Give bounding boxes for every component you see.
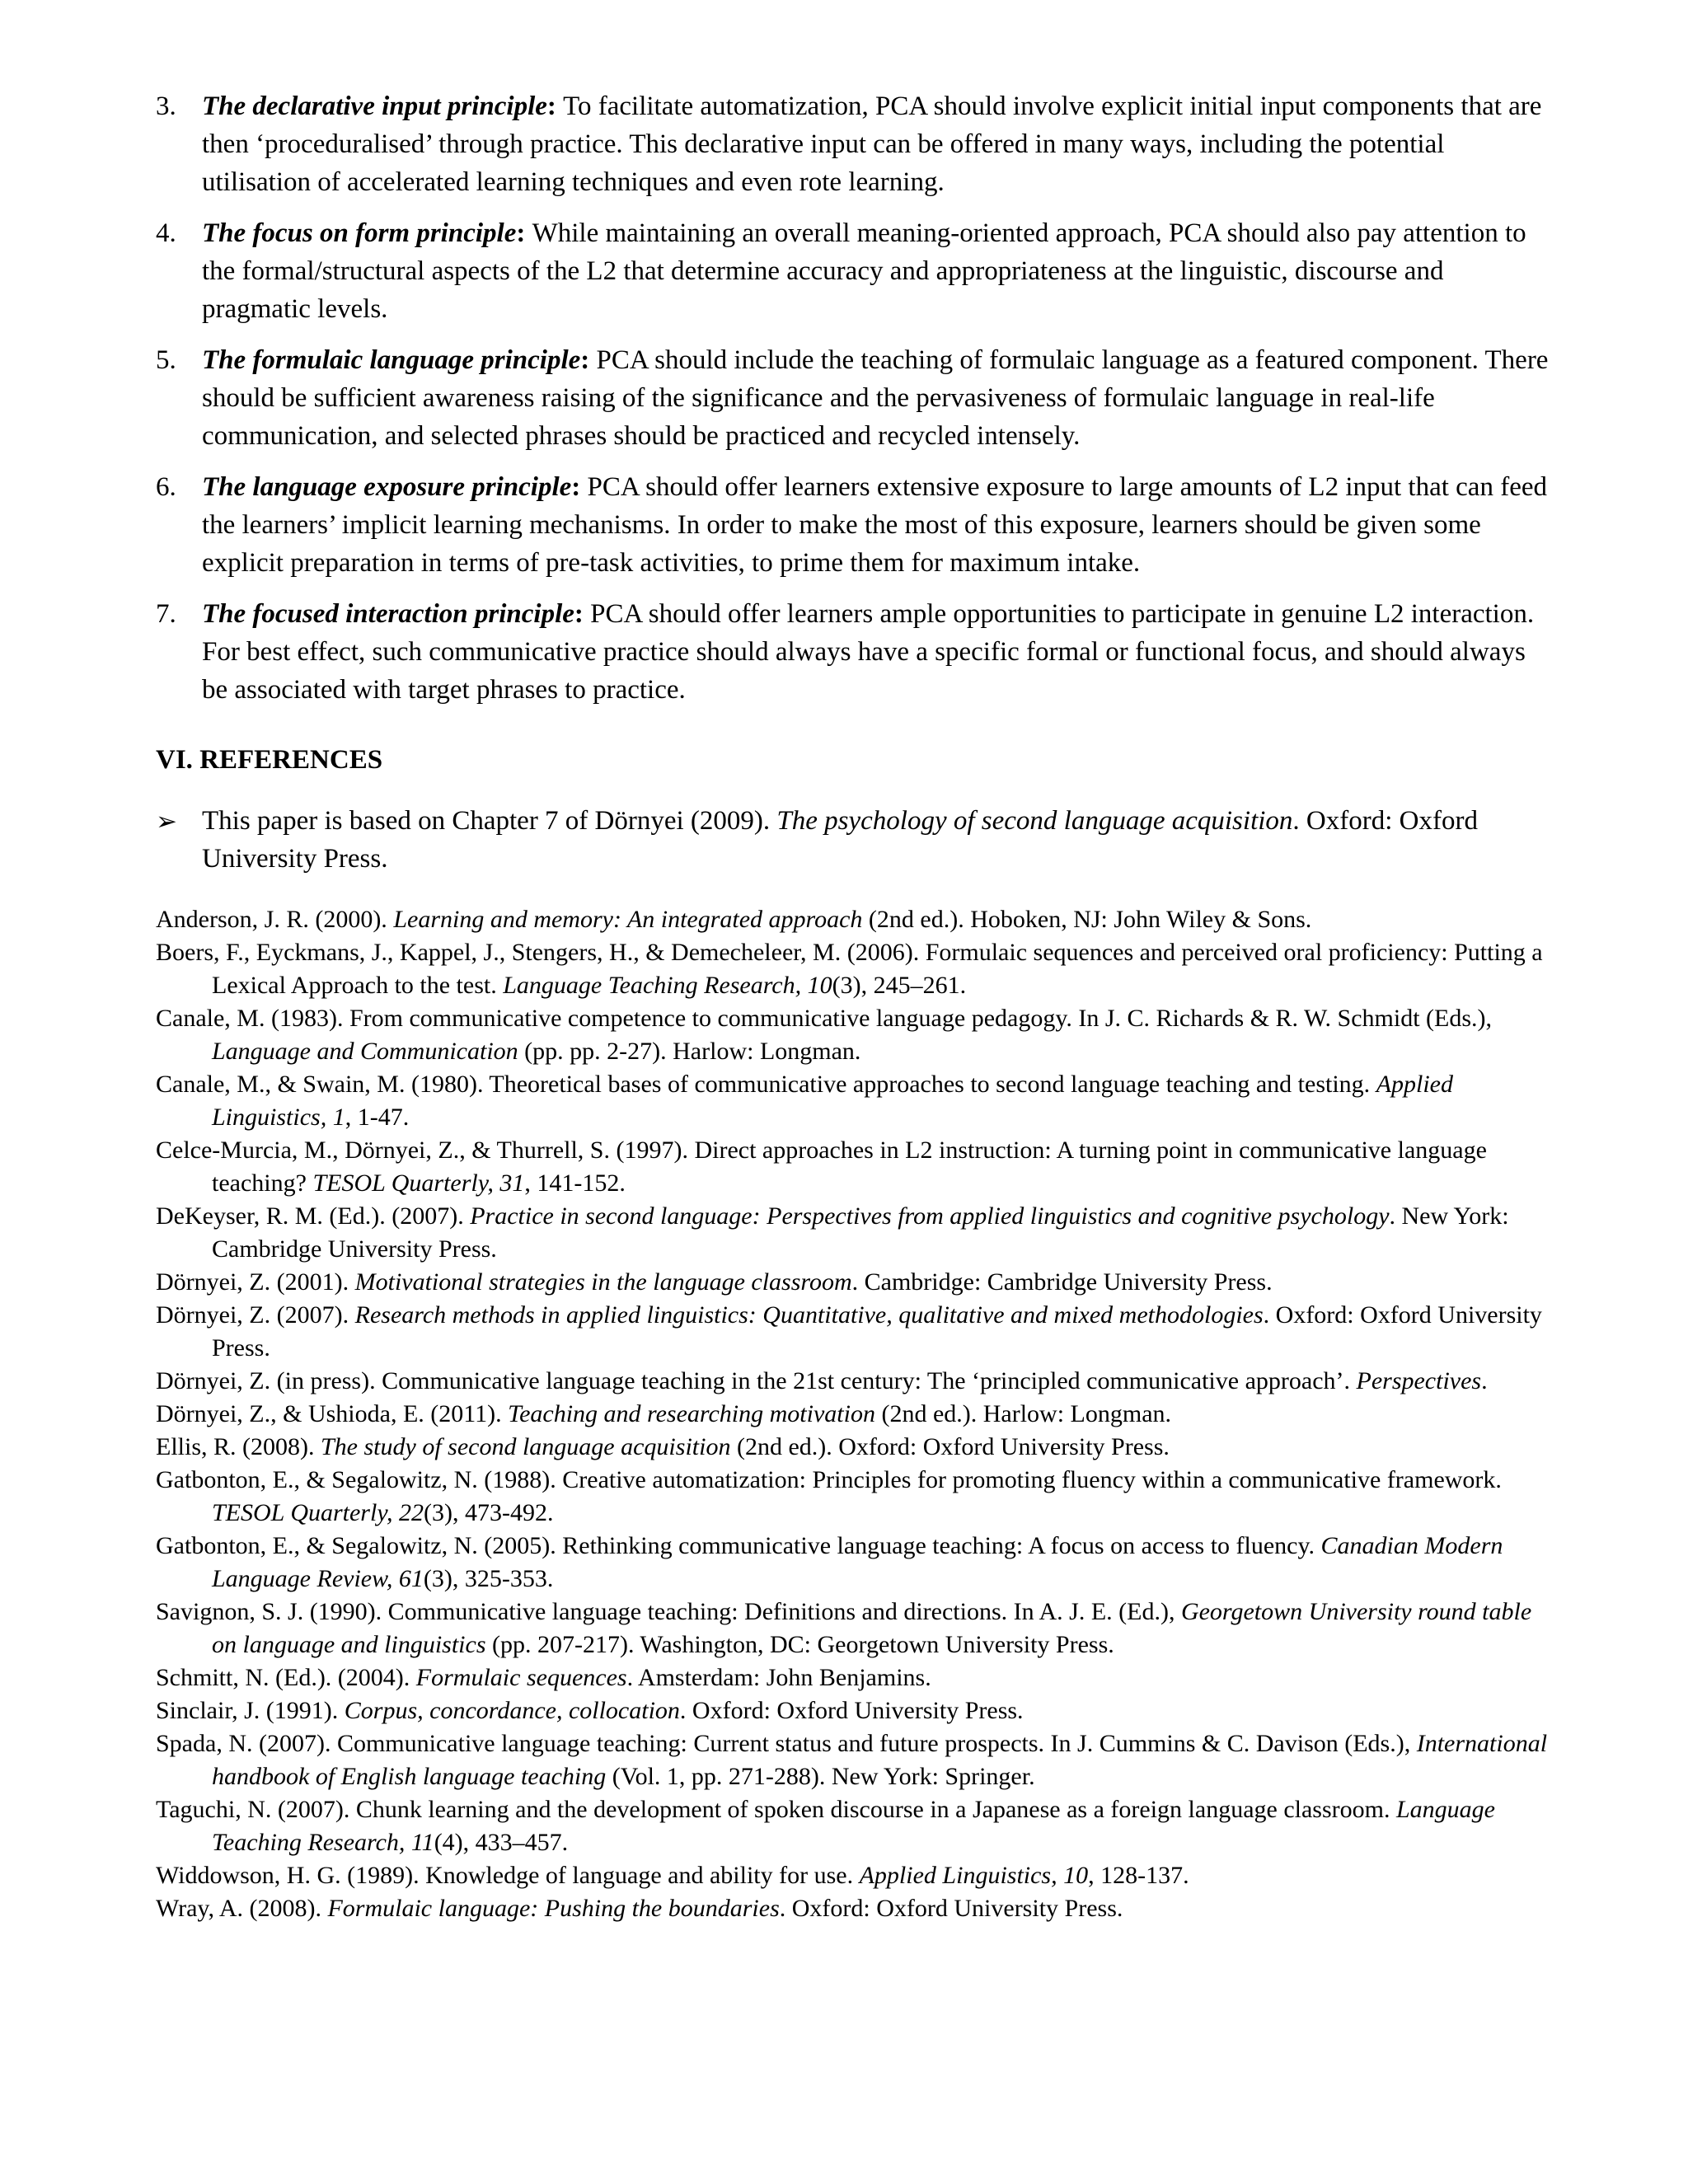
principle-item-6 <box>156 468 1558 582</box>
principle-number: 3. <box>156 91 176 121</box>
principle-title: The focus on form principle <box>202 218 517 248</box>
principle-number: 5. <box>156 345 176 375</box>
principle-title: The focused interaction principle <box>202 599 574 629</box>
reference-entry: Dörnyei, Z. (in press). Communicative language teaching in the 21st century: The ‘principled communicative approach’. Perspectives. <box>156 1367 1488 1394</box>
arrow-bullet-icon: ➢ <box>156 807 177 836</box>
reference-entry: Schmitt, N. (Ed.). (2004). Formulaic sequences. Amsterdam: John Benjamins. <box>156 1664 931 1691</box>
principle-number: 4. <box>156 218 176 248</box>
principle-body: To facilitate automatization, PCA should involve explicit initial input components that are then ‘proceduralised’ through practice. This declarative input can be offered in many ways, including the potential utilisation of accelerated learning techniques and even rote learning. <box>202 91 1542 197</box>
principle-body: PCA should offer learners extensive exposure to large amounts of L2 input that can feed the learners’ implicit learning mechanisms. In order to make the most of this exposure, learners should be given some explicit preparation in terms of pre-task activities, to prime them for maximum intake. <box>202 472 1547 578</box>
principle-title: The language exposure principle <box>202 472 572 502</box>
reference-entry: Celce-Murcia, M., Dörnyei, Z., & Thurrell, S. (1997). Direct approaches in L2 instruction: A turning point in communicative language teaching? TESOL Quarterly, 31, 141-152. <box>156 1137 1487 1197</box>
source-note <box>156 802 1558 878</box>
principle-colon: : <box>516 218 532 248</box>
principle-colon: : <box>574 599 591 629</box>
principle-number: 7. <box>156 599 176 629</box>
reference-entry: Spada, N. (2007). Communicative language teaching: Current status and future prospects. In J. Cummins & C. Davison (Eds.), International handbook of English language teaching (Vol. 1, pp. 271-288). New York: Springer. <box>156 1730 1548 1790</box>
reference-entry: Anderson, J. R. (2000). Learning and memory: An integrated approach (2nd ed.). Hoboken, NJ: John Wiley & Sons. <box>156 906 1312 933</box>
reference-entry: Gatbonton, E., & Segalowitz, N. (1988). Creative automatization: Principles for promoting fluency within a communicative framework. TESOL Quarterly, 22(3), 473-492. <box>156 1466 1502 1526</box>
principle-item-7 <box>156 595 1558 709</box>
reference-entry: Dörnyei, Z. (2001). Motivational strategies in the language classroom. Cambridge: Cambridge University Press. <box>156 1268 1273 1296</box>
principle-colon: : <box>546 91 564 121</box>
reference-entry: Dörnyei, Z. (2007). Research methods in applied linguistics: Quantitative, qualitative and mixed methodologies. Oxford: Oxford University Press. <box>156 1301 1542 1361</box>
reference-entry: Ellis, R. (2008). The study of second language acquisition (2nd ed.). Oxford: Oxford University Press. <box>156 1433 1170 1460</box>
reference-entry: Taguchi, N. (2007). Chunk learning and the development of spoken discourse in a Japanese as a foreign language classroom. Language Teaching Research, 11(4), 433–457. <box>156 1796 1495 1856</box>
reference-list <box>156 903 1558 1925</box>
reference-entry: Sinclair, J. (1991). Corpus, concordance, collocation. Oxford: Oxford University Press. <box>156 1697 1024 1724</box>
principle-body: While maintaining an overall meaning-oriented approach, PCA should also pay attention to the formal/structural aspects of the L2 that determine accuracy and appropriateness at the linguistic, discourse and pragmatic levels. <box>202 218 1526 324</box>
principle-body: PCA should include the teaching of formulaic language as a featured component. There should be sufficient awareness raising of the significance and the pervasiveness of formulaic language in real-life communication, and selected phrases should be practiced and recycled intensely. <box>202 345 1549 451</box>
principle-title: The declarative input principle <box>202 91 547 121</box>
reference-entry: Widdowson, H. G. (1989). Knowledge of language and ability for use. Applied Linguistics, 10, 128-137. <box>156 1862 1189 1889</box>
principle-item-3 <box>156 87 1558 201</box>
principle-colon: : <box>571 472 588 502</box>
references-heading: VI. REFERENCES <box>156 745 383 775</box>
reference-entry: Wray, A. (2008). Formulaic language: Pushing the boundaries. Oxford: Oxford University Press. <box>156 1895 1123 1922</box>
reference-entry: DeKeyser, R. M. (Ed.). (2007). Practice in second language: Perspectives from applied linguistics and cognitive psychology. New York: Cambridge University Press. <box>156 1202 1509 1263</box>
source-note-text: This paper is based on Chapter 7 of Dörnyei (2009). The psychology of second language acquisition. Oxford: Oxford University Press. <box>202 806 1478 874</box>
principle-item-5 <box>156 341 1558 455</box>
reference-entry: Boers, F., Eyckmans, J., Kappel, J., Stengers, H., & Demecheleer, M. (2006). Formulaic sequences and perceived oral proficiency: Putting a Lexical Approach to the test. Language Teaching Research, 10(3), 245–261. <box>156 939 1543 999</box>
reference-entry: Dörnyei, Z., & Ushioda, E. (2011). Teaching and researching motivation (2nd ed.). Harlow: Longman. <box>156 1400 1172 1427</box>
references-section <box>156 741 1558 1925</box>
principle-colon: : <box>580 345 597 375</box>
reference-entry: Canale, M. (1983). From communicative competence to communicative language pedagogy. In J. C. Richards & R. W. Schmidt (Eds.), Language and Communication (pp. pp. 2-27). Harlow: Longman. <box>156 1005 1493 1065</box>
principle-body: PCA should offer learners ample opportunities to participate in genuine L2 interaction. For best effect, such communicative practice should always have a specific formal or functional focus, and should always be associated with target phrases to practice. <box>202 599 1535 705</box>
principle-title: The formulaic language principle <box>202 345 581 375</box>
page-content <box>156 87 1558 1925</box>
principle-item-4 <box>156 214 1558 328</box>
reference-entry: Savignon, S. J. (1990). Communicative language teaching: Definitions and directions. In A. J. E. (Ed.), Georgetown University round table on language and linguistics (pp. 207-217). Washington, DC: Georgetown University Press. <box>156 1598 1532 1658</box>
reference-entry: Gatbonton, E., & Segalowitz, N. (2005). Rethinking communicative language teaching: A focus on access to fluency. Canadian Modern Language Review, 61(3), 325-353. <box>156 1532 1503 1592</box>
principle-number: 6. <box>156 472 176 502</box>
principles-list <box>156 87 1558 709</box>
reference-entry: Canale, M., & Swain, M. (1980). Theoretical bases of communicative approaches to second language teaching and testing. Applied Linguistics, 1, 1-47. <box>156 1071 1453 1131</box>
